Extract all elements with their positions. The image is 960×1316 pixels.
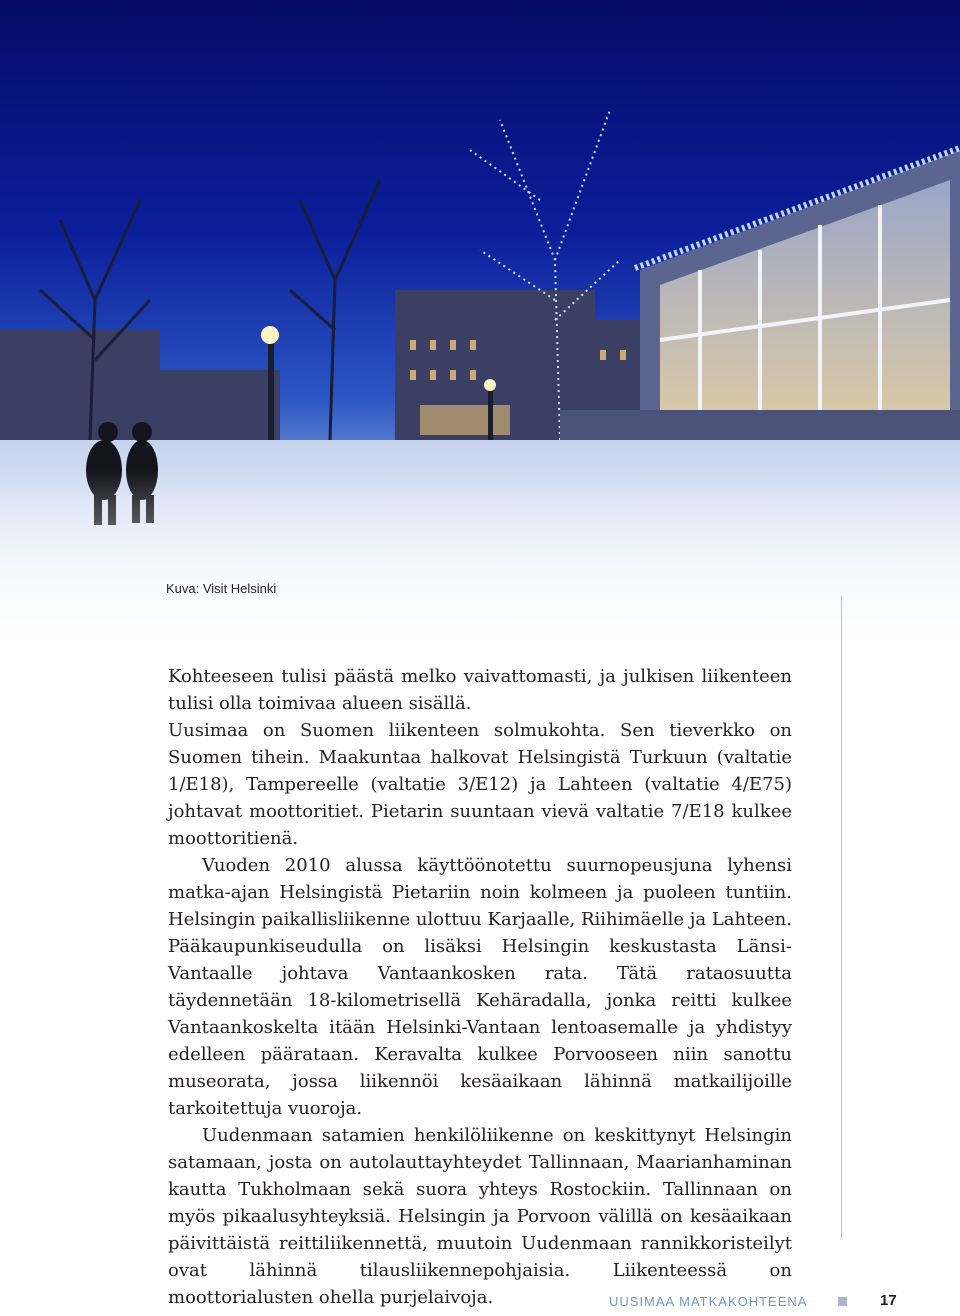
paragraph: Vuoden 2010 alussa käyttöönotettu suurnopeusjuna lyhensi matka-ajan Helsingistä Pietariin noin kolmeen ja puoleen tuntiin. Helsingin paikallisliikenne ulottuu Karjaalle, Riihimäelle ja Lahteen. Pääkaupunkiseudulla on lisäksi Helsingin keskustasta Länsi-Vantaalle johtava Vantaankosken rata. Tätä rataosuutta täydennetään 18-kilometrisellä Kehäradalla, jonka reitti kulkee Vantaankoskelta itään Helsinki-Vantaan lentoasemalle ja yhdistyy edelleen päärataan. Keravalta kulkee Porvooseen niin sanottu museorata, jossa liikennöi kesäaikaan lähinnä matkailijoille tarkoitettuja vuoroja. xyxy=(168,855,792,1119)
footer-square-marker xyxy=(838,1297,847,1306)
body-text xyxy=(168,663,792,1311)
paragraph: Uusimaa on Suomen liikenteen solmukohta. Sen tieverkko on Suomen tihein. Maakuntaa halkovat Helsingistä Turkuun (valtatie 1/E18), Tampereelle (valtatie 3/E12) ja Lahteen (valtatie 4/E75) johtavat moottoritiet. Pietarin suuntaan vievä valtatie 7/E18 kulkee moottoritienä. xyxy=(168,720,792,849)
footer-section-label: UUSIMAA MATKAKOHTEENA xyxy=(609,1294,808,1309)
page-number: 17 xyxy=(880,1292,897,1309)
photo-caption: Kuva: Visit Helsinki xyxy=(166,581,277,596)
paragraph: Uudenmaan satamien henkilöliikenne on keskittynyt Helsingin satamaan, josta on autolauttayhteydet Tallinnaan, Maarianhaminan kautta Tukholmaan sekä suora yhteys Rostockiin. Tallinnaan on myös pikaalusyhteyksiä. Helsingin ja Porvoon välillä on kesäaikaan päivittäistä reittiliikennettä, muutoin Uudenmaan rannikkoristeilyt ovat lähinnä tilausliikennepohjaisia. Liikenteessä on moottorialusten ohella purjelaivoja. xyxy=(168,1125,792,1308)
margin-rule xyxy=(841,596,842,1238)
paragraph: Kohteeseen tulisi päästä melko vaivattomasti, ja julkisen liikenteen tulisi olla toimivaa alueen sisällä. xyxy=(168,666,792,714)
